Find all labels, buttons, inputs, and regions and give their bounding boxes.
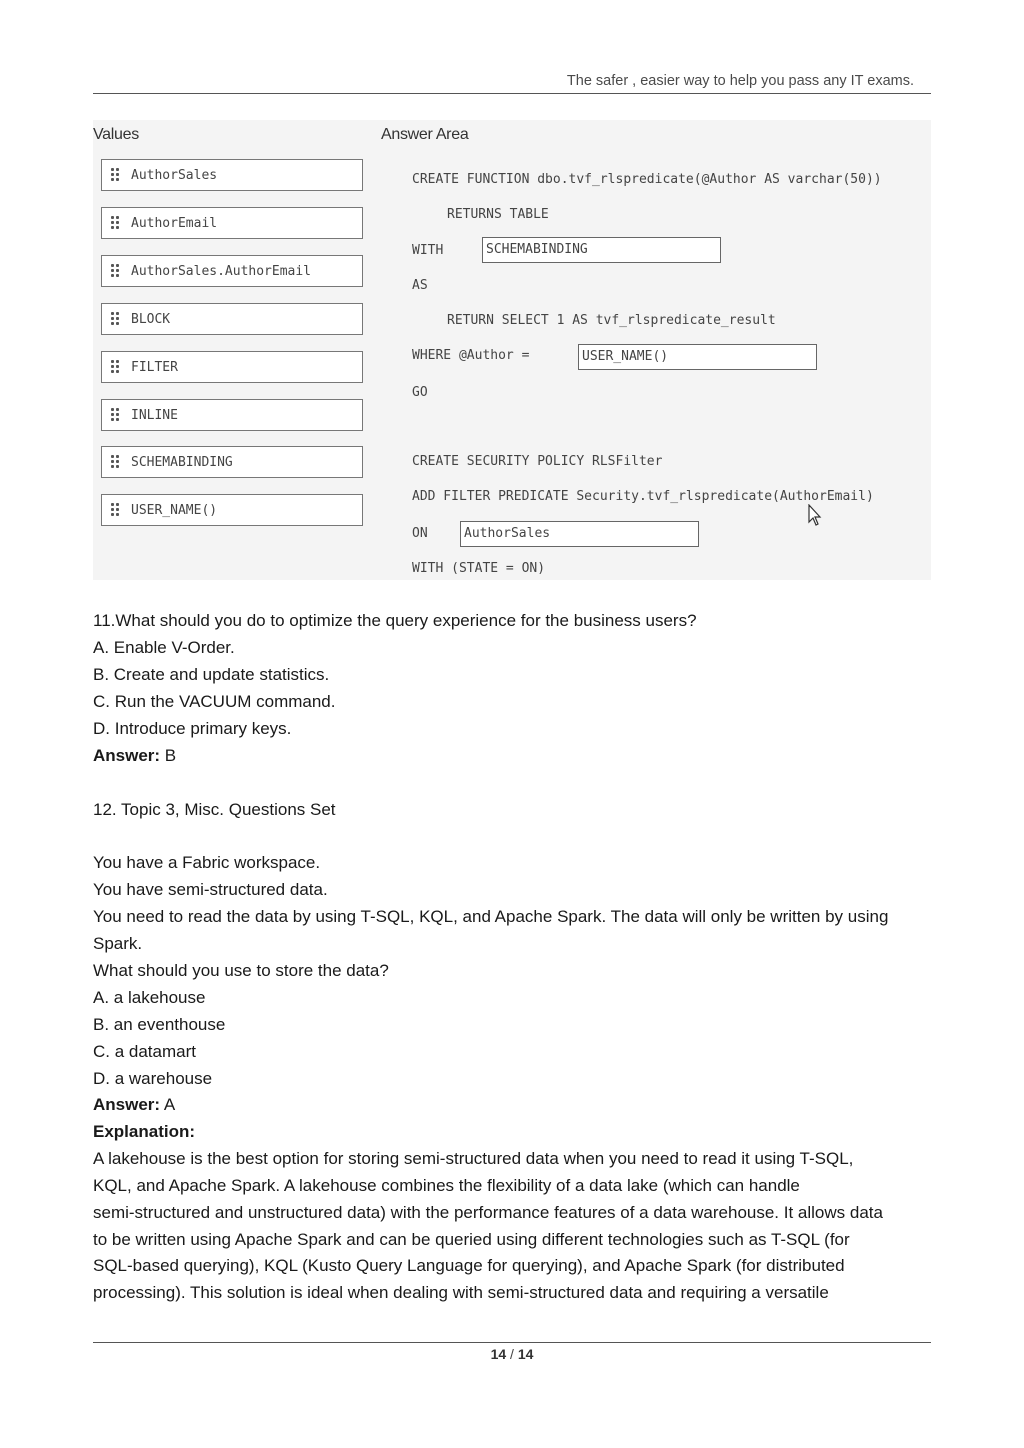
drag-handle-icon <box>111 408 121 422</box>
mouse-cursor-icon <box>808 504 824 528</box>
q12-line: You have semi-structured data. <box>93 880 328 899</box>
q11-option-d: D. Introduce primary keys. <box>93 719 292 738</box>
q11-option-c: C. Run the VACUUM command. <box>93 692 336 711</box>
code-where: WHERE @Author = <box>412 348 530 363</box>
code-security-policy: CREATE SECURITY POLICY RLSFilter <box>412 454 663 469</box>
q11-option-a: A. Enable V-Order. <box>93 638 235 657</box>
q12-answer <box>93 1095 175 1115</box>
value-label: USER_NAME() <box>131 502 218 518</box>
page-number <box>0 1346 1024 1362</box>
values-heading: Values <box>93 126 139 143</box>
q12-line: Spark. <box>93 934 143 953</box>
q12-line: You have a Fabric workspace. <box>93 853 321 872</box>
page-current: 14 <box>490 1346 507 1362</box>
value-tile[interactable] <box>101 446 363 478</box>
q12-option-a: A. a lakehouse <box>93 988 206 1007</box>
value-label: AuthorSales.AuthorEmail <box>131 263 312 279</box>
value-label: INLINE <box>131 407 178 423</box>
code-returns-table: RETURNS TABLE <box>447 207 549 222</box>
value-tile[interactable] <box>101 494 363 526</box>
value-label: AuthorEmail <box>131 215 218 231</box>
answer-value: A <box>160 1095 176 1114</box>
header-tagline: The safer , easier way to help you pass any IT exams. <box>566 73 914 89</box>
answer-value: B <box>160 746 177 765</box>
q12-option-b: B. an eventhouse <box>93 1015 226 1034</box>
q11-question: 11.What should you do to optimize the query experience for the business users? <box>93 611 697 630</box>
value-label: FILTER <box>131 359 178 375</box>
code-go: GO <box>412 385 428 400</box>
code-add-filter: ADD FILTER PREDICATE Security.tvf_rlspredicate(AuthorEmail) <box>412 489 874 504</box>
value-tile[interactable] <box>101 207 363 239</box>
drag-handle-icon <box>111 168 121 182</box>
answer-area-heading: Answer Area <box>381 126 469 143</box>
q12-question: What should you use to store the data? <box>93 961 389 980</box>
value-tile[interactable] <box>101 255 363 287</box>
explanation-line: to be written using Apache Spark and can be queried using different technologies such as T-SQL (for <box>93 1230 850 1249</box>
q12-title: 12. Topic 3, Misc. Questions Set <box>93 800 336 819</box>
footer-rule <box>93 1342 931 1343</box>
drag-drop-question <box>93 120 931 580</box>
code-as: AS <box>412 278 428 293</box>
explanation-line: SQL-based querying), KQL (Kusto Query Language for querying), and Apache Spark (for distributed <box>93 1256 845 1275</box>
explanation-line: KQL, and Apache Spark. A lakehouse combines the flexibility of a data lake (which can handle <box>93 1176 800 1195</box>
value-tile[interactable] <box>101 159 363 191</box>
q12-option-d: D. a warehouse <box>93 1069 213 1088</box>
q12-line: You need to read the data by using T-SQL, KQL, and Apache Spark. The data will only be written by using <box>93 907 889 926</box>
value-tile[interactable] <box>101 303 363 335</box>
answer-label: Answer: <box>93 1095 161 1114</box>
answer-dropbox-with[interactable]: SCHEMABINDING <box>482 237 721 263</box>
code-create-function: CREATE FUNCTION dbo.tvf_rlspredicate(@Author AS varchar(50)) <box>412 172 882 187</box>
answer-label: Answer: <box>93 746 161 765</box>
drag-handle-icon <box>111 455 121 469</box>
q12-option-c: C. a datamart <box>93 1042 196 1061</box>
drag-handle-icon <box>111 264 121 278</box>
drag-handle-icon <box>111 312 121 326</box>
value-label: SCHEMABINDING <box>131 454 233 470</box>
page-total: 14 <box>517 1346 534 1362</box>
drag-handle-icon <box>111 503 121 517</box>
answer-dropbox-on[interactable]: AuthorSales <box>460 521 699 547</box>
explanation-label: Explanation: <box>93 1122 196 1141</box>
value-label: AuthorSales <box>131 167 218 183</box>
value-tile[interactable] <box>101 399 363 431</box>
explanation-line: processing). This solution is ideal when dealing with semi-structured data and requiring a versatile <box>93 1283 829 1302</box>
page-separator: / <box>506 1346 518 1362</box>
explanation-line: A lakehouse is the best option for storing semi-structured data when you need to read it using T-SQL, <box>93 1149 854 1168</box>
code-with: WITH <box>412 243 444 258</box>
code-return-select: RETURN SELECT 1 AS tvf_rlspredicate_result <box>447 313 776 328</box>
code-on: ON <box>412 526 428 541</box>
drag-handle-icon <box>111 216 121 230</box>
drag-handle-icon <box>111 360 121 374</box>
q11-answer <box>93 746 176 766</box>
header-rule <box>93 93 931 94</box>
code-with-state: WITH (STATE = ON) <box>412 561 546 576</box>
answer-dropbox-where[interactable]: USER_NAME() <box>578 344 817 370</box>
value-label: BLOCK <box>131 311 171 327</box>
value-tile[interactable] <box>101 351 363 383</box>
q11-option-b: B. Create and update statistics. <box>93 665 330 684</box>
explanation-line: semi-structured and unstructured data) with the performance features of a data warehouse. It allows data <box>93 1203 883 1222</box>
